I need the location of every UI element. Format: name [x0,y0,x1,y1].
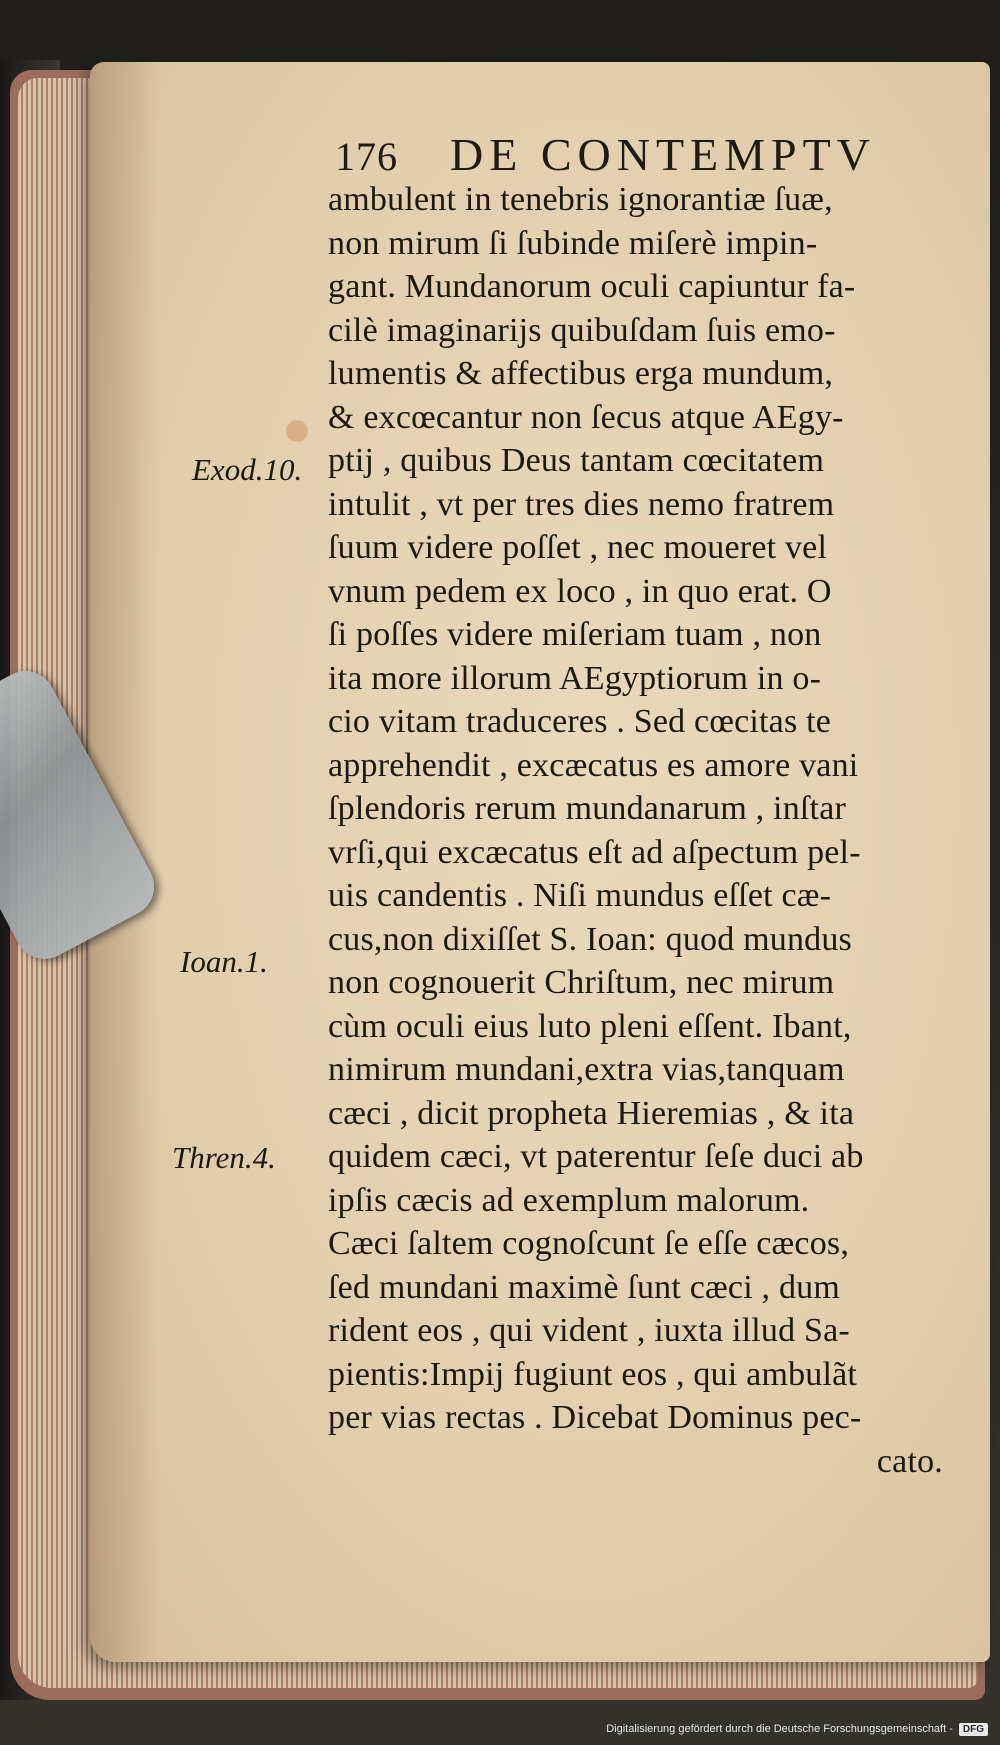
text-line: non cognouerit Chriſtum, nec mirum [328,964,835,1001]
text-line: pientis:Impij fugiunt eos , qui ambulãt [328,1355,858,1393]
page-number: 176 [335,134,398,179]
catchword: cato. [876,1442,943,1480]
text-line: quidem cæci, vt paterentur ſeſe duci ab [328,1138,864,1175]
credit-text: Digitalisierung gefördert durch die Deutsche Forschungsgemeinschaft - [606,1723,953,1735]
text-line: vnum pedem ex loco , in quo erat. O [328,572,832,610]
text-line: & excœcantur non ſecus atque AEgy- [328,398,844,436]
text-line: cus,non dixiſſet S. Ioan: quod mundus [328,920,852,958]
text-line: cæci , dicit propheta Hieremias , & ita [328,1094,855,1132]
margin-note-exodus: Exod.10. [192,452,303,487]
text-line: cio vitam traduceres . Sed cœcitas te [328,703,832,740]
text-line: rident eos , qui vident , iuxta illud Sa- [328,1312,850,1349]
text-line: ita more illorum AEgyptiorum in o- [328,659,822,697]
text-line: ptij , quibus Deus tantam cœcitatem [328,442,825,479]
text-line: cilè imaginarijs quibuſdam ſuis emo- [328,311,836,349]
text-line: ſed mundani maximè ſunt cæci , dum [328,1268,840,1306]
dfg-logo: DFG [959,1723,988,1736]
text-line: Cæci ſaltem cognoſcunt ſe eſſe cæcos, [328,1225,850,1262]
text-line: ambulent in tenebris ignorantiæ ſuæ, [328,181,833,218]
text-line: non mirum ſi ſubinde miſerè impin- [328,224,818,262]
text-line: ſplendoris rerum mundanarum , inſtar [328,790,847,827]
body-text [328,178,973,1483]
text-line: vrſi,qui excæcatus eſt ad aſpectum pel- [328,833,861,871]
text-line: gant. Mundanorum oculi capiuntur fa- [328,268,856,305]
text-line: ſuum videre poſſet , nec moueret vel [328,529,828,566]
digitization-credit [606,1719,988,1739]
text-line: ſi poſſes videre miſeriam tuam , non [328,616,822,653]
text-line: cùm oculi eius luto pleni eſſent. Ibant, [328,1007,852,1045]
page-header [335,128,876,182]
paper-stain [286,420,308,442]
margin-note-threni: Thren.4. [172,1140,276,1175]
margin-note-ioannes: Ioan.1. [180,944,268,979]
text-line: intulit , vt per tres dies nemo fratrem [328,485,835,523]
text-line: lumentis & affectibus erga mundum, [328,355,834,392]
text-line: per vias rectas . Dicebat Dominus pec- [328,1399,862,1436]
text-line: uis candentis . Niſi mundus eſſet cæ- [328,877,832,914]
text-line: nimirum mundani,extra vias,tanquam [328,1051,845,1088]
running-title: DE CONTEMPTV [450,129,876,180]
text-line: apprehendit , excæcatus es amore vani [328,746,859,784]
text-line: ipſis cæcis ad exemplum malorum. [328,1181,810,1219]
